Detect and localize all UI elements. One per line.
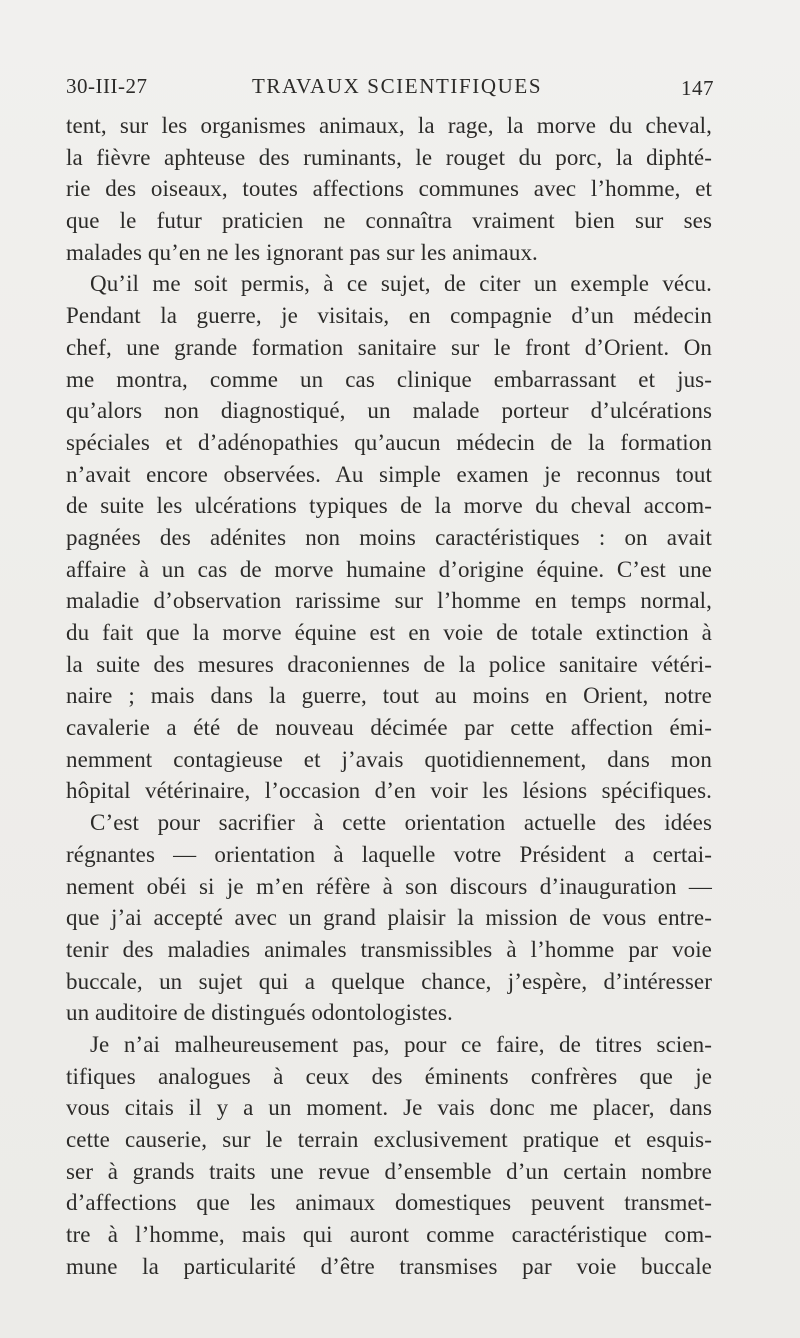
text-line: affaire à un cas de morve humaine d’origine équine. C’est une [66,556,712,582]
header-date: 30-III-27 [66,74,148,98]
text-line: vous citais il y a un moment. Je vais donc me placer, dans [66,1095,712,1121]
text-line: Pendant la guerre, je visitais, en compagnie d’un médecin [66,303,712,329]
text-line: que j’ai accepté avec un grand plaisir la mission de vous entre- [66,905,712,931]
text-line: Je n’ai malheureusement pas, pour ce faire, de titres scien- [90,1031,712,1057]
text-line: la suite des mesures draconiennes de la police sanitaire vétéri- [66,651,712,677]
text-line: spéciales et d’adénopathies qu’aucun médecin de la formation [66,429,712,455]
text-line: buccale, un sujet qui a quelque chance, j’espère, d’intéresser [66,968,712,994]
text-line: nemment contagieuse et j’avais quotidiennement, dans mon [66,746,712,772]
text-line: tenir des maladies animales transmissibles à l’homme par voie [66,936,712,962]
text-line: tifiques analogues à ceux des éminents confrères que je [66,1063,712,1089]
text-line: mune la particularité d’être transmises par voie buccale [66,1253,712,1279]
text-line: hôpital vétérinaire, l’occasion d’en voir les lésions spécifiques. [66,778,712,804]
text-line: Qu’il me soit permis, à ce sujet, de citer un exemple vécu. [90,271,712,297]
text-line: malades qu’en ne les ignorant pas sur les animaux. [66,239,538,265]
text-line: maladie d’observation rarissime sur l’homme en temps normal, [66,588,712,614]
text-line: C’est pour sacrifier à cette orientation actuelle des idées [90,810,712,836]
body-text [66,110,712,1282]
text-line: nement obéi si je m’en réfère à son discours d’inauguration — [66,873,712,899]
running-header [66,74,716,106]
text-line: cette causerie, sur le terrain exclusivement pratique et esquis- [66,1127,712,1152]
text-line: tent, sur les organismes animaux, la rage, la morve du cheval, [66,113,712,138]
page-number: 147 [681,76,714,100]
text-line: naire ; mais dans la guerre, tout au moins en Orient, notre [66,683,712,709]
text-line: ser à grands traits une revue d’ensemble d’un certain nombre [66,1158,712,1184]
header-title: TRAVAUX SCIENTIFIQUES [252,74,543,98]
text-line: qu’alors non diagnostiqué, un malade porteur d’ulcérations [66,398,712,424]
text-line: chef, une grande formation sanitaire sur le front d’Orient. On [66,334,712,360]
text-line: que le futur praticien ne connaîtra vraiment bien sur ses [66,208,712,234]
text-line: me montra, comme un cas clinique embarrassant et jus- [66,366,712,392]
text-line: tre à l’homme, mais qui auront comme caractéristique com- [66,1222,712,1248]
text-line: la fièvre aphteuse des ruminants, le rouget du porc, la diphté- [66,144,712,170]
text-line: de suite les ulcérations typiques de la morve du cheval accom- [66,493,712,519]
text-line: cavalerie a été de nouveau décimée par cette affection émi- [66,715,712,741]
text-line: régnantes — orientation à laquelle votre Président a certai- [66,841,712,867]
text-line: d’affections que les animaux domestiques peuvent transmet- [66,1190,712,1216]
text-line: pagnées des adénites non moins caractéristiques : on avait [66,524,712,550]
text-line: rie des oiseaux, toutes affections communes avec l’homme, et [66,176,712,202]
text-line: un auditoire de distingués odontologistes. [66,1000,453,1026]
text-line: n’avait encore observées. Au simple examen je reconnus tout [66,461,712,487]
text-line: du fait que la morve équine est en voie de totale extinction à [66,620,712,645]
